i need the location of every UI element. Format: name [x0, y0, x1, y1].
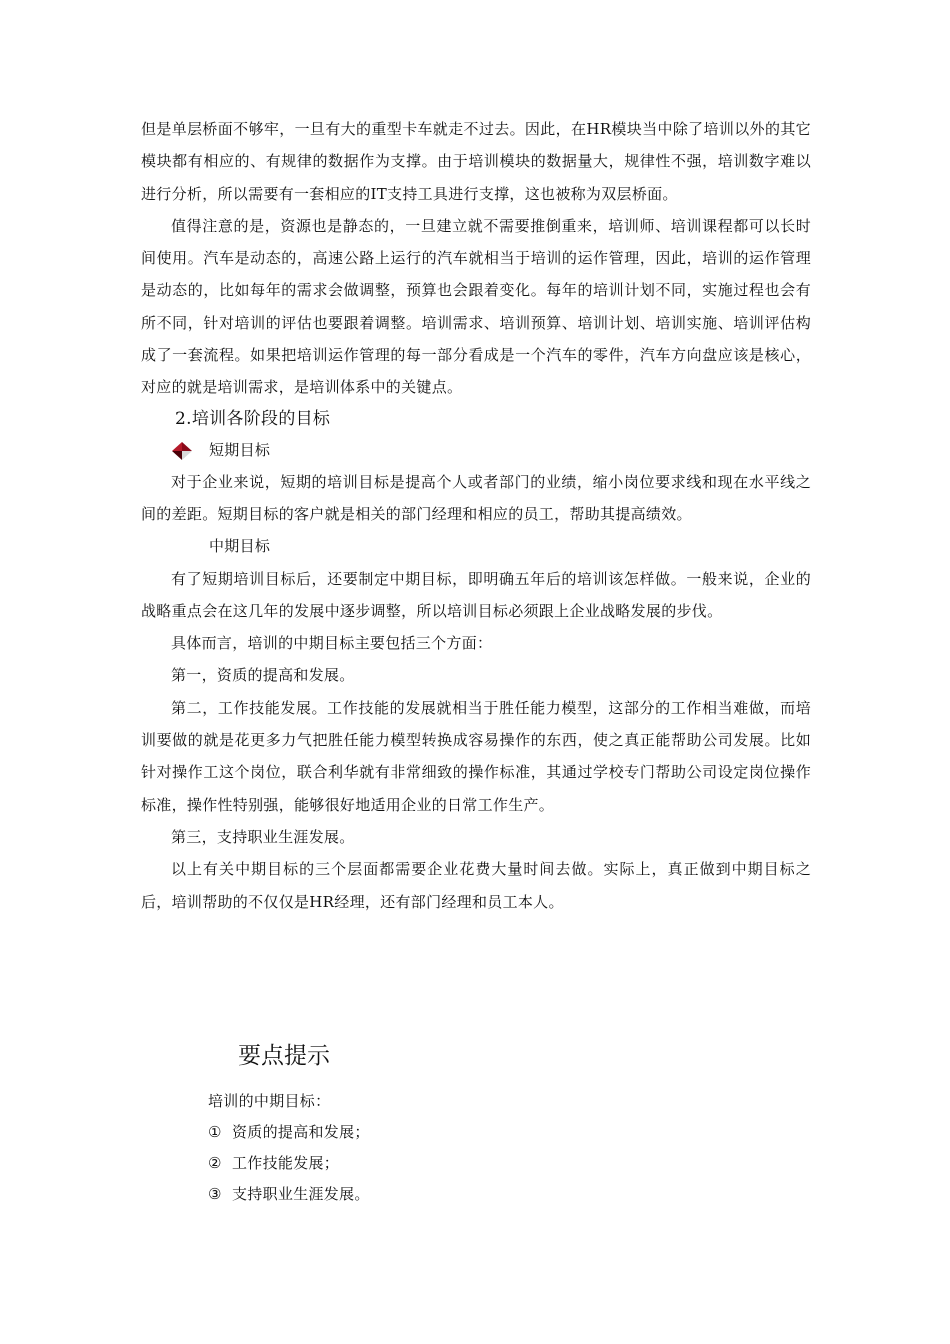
key-points-box: [208, 1036, 658, 1210]
key-point-item: [208, 1148, 658, 1179]
short-term-heading: [141, 434, 811, 466]
key-point-number: ③: [208, 1185, 222, 1203]
short-term-label: 短期目标: [209, 440, 271, 459]
paragraph-bridge: 但是单层桥面不够牢，一旦有大的重型卡车就走不过去。因此，在HR模块当中除了培训以外的其它模块都有相应的、有规律的数据作为支撑。由于培训模块的数据量大，规律性不强，培训数字难以进行分析，所以需要有一套相应的IT支持工具进行支撑，这也被称为双层桥面。: [141, 120, 811, 203]
diamond-bullet-icon: [171, 440, 193, 460]
paragraph-three-aspects: 具体而言，培训的中期目标主要包括三个方面：: [171, 634, 493, 653]
key-points-intro: 培训的中期目标：: [208, 1092, 331, 1110]
key-point-item: [208, 1179, 658, 1210]
paragraph-third: 第三，支持职业生涯发展。: [171, 827, 355, 846]
key-point-text: 资质的提高和发展；: [232, 1123, 370, 1141]
paragraph-conclusion: 以上有关中期目标的三个层面都需要企业花费大量时间去做。实际上，真正做到中期目标之后，培训帮助的不仅仅是HR经理，还有部门经理和员工本人。: [141, 860, 811, 911]
key-point-number: ①: [208, 1123, 222, 1141]
mid-term-heading: 中期目标: [209, 537, 271, 556]
key-point-number: ②: [208, 1154, 222, 1172]
paragraph-resources: 值得注意的是，资源也是静态的，一旦建立就不需要推倒重来，培训师、培训课程都可以长时间使用。汽车是动态的，高速公路上运行的汽车就相当于培训的运作管理，因此，培训的运作管理是动态的，比如每年的需求会做调整，预算也会跟着变化。每年的培训计划不同，实施过程也会有所不同，针对培训的评估也要跟着调整。培训需求、培训预算、培训计划、培训实施、培训评估构成了一套流程。如果把培训运作管理的每一部分看成是一个汽车的零件，汽车方向盘应该是核心，对应的就是培训需求，是培训体系中的关键点。: [141, 216, 811, 397]
paragraph-mid-term: 有了短期培训目标后，还要制定中期目标，即明确五年后的培训该怎样做。一般来说，企业的战略重点会在这几年的发展中逐步调整，所以培训目标必须跟上企业战略发展的步伐。: [141, 569, 811, 620]
key-point-item: [208, 1117, 658, 1148]
key-points-title: 要点提示: [238, 1043, 330, 1069]
paragraph-first: 第一，资质的提高和发展。: [171, 666, 355, 685]
paragraph-second: 第二，工作技能发展。工作技能的发展就相当于胜任能力模型，这部分的工作相当难做，而培训要做的就是花更多力气把胜任能力模型转换成容易操作的东西，使之真正能帮助公司发展。比如针对操作工这个岗位，联合利华就有非常细致的操作标准，其通过学校专门帮助公司设定岗位操作标准，操作性特别强，能够很好地适用企业的日常工作生产。: [141, 698, 811, 814]
key-point-text: 工作技能发展；: [232, 1154, 340, 1172]
body-text: [141, 113, 811, 918]
section-heading: 2.培训各阶段的目标: [175, 408, 331, 429]
key-point-text: 支持职业生涯发展。: [232, 1185, 370, 1203]
paragraph-short-term: 对于企业来说，短期的培训目标是提高个人或者部门的业绩，缩小岗位要求线和现在水平线之间的差距。短期目标的客户就是相关的部门经理和相应的员工，帮助其提高绩效。: [141, 472, 811, 523]
